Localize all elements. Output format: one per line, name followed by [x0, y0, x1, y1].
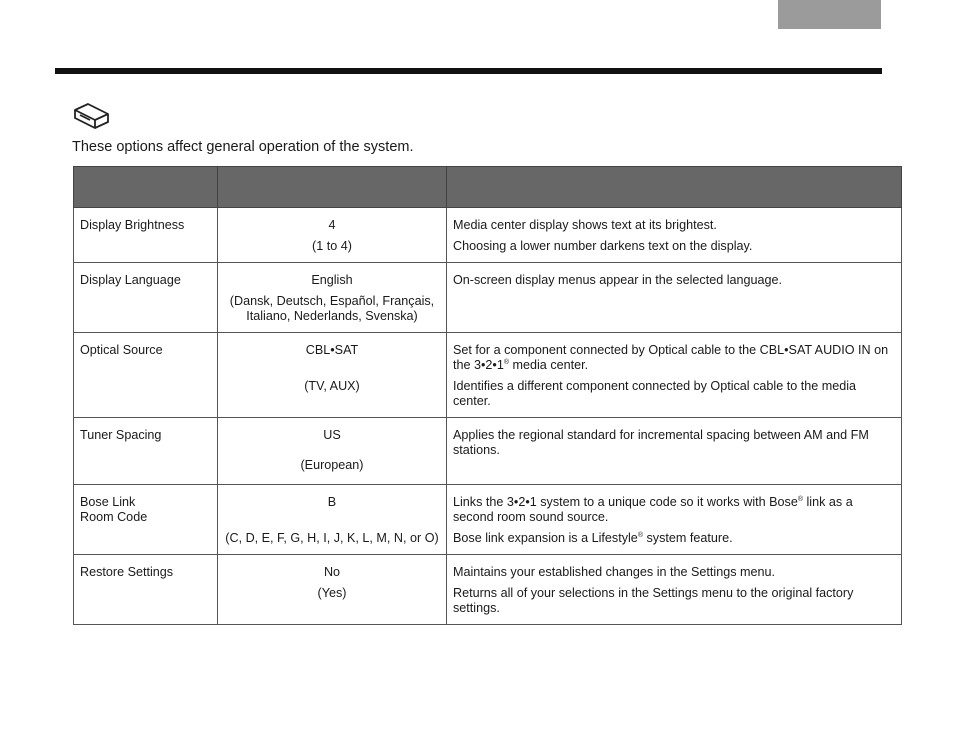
table-row	[74, 263, 902, 333]
table-row	[74, 418, 902, 485]
header-rule	[55, 68, 882, 74]
setting-name: Tuner Spacing	[74, 418, 218, 485]
table-row	[74, 555, 902, 625]
table-row	[74, 333, 902, 418]
setting-value: CBL•SAT (TV, AUX)	[218, 333, 447, 418]
setting-value: 4 (1 to 4)	[218, 208, 447, 263]
setting-name: Display Brightness	[74, 208, 218, 263]
setting-value: English (Dansk, Deutsch, Español, Français, Italiano, Nederlands, Svenska)	[218, 263, 447, 333]
setting-name: Display Language	[74, 263, 218, 333]
setting-description: Maintains your established changes in the Settings menu. Returns all of your selections in the Settings menu to the original factory settings.	[447, 555, 902, 625]
table-header-row	[74, 167, 902, 208]
setting-name: Optical Source	[74, 333, 218, 418]
note-icon	[72, 102, 112, 134]
setting-value: B (C, D, E, F, G, H, I, J, K, L, M, N, or O)	[218, 485, 447, 555]
intro-text: These options affect general operation of the system.	[72, 139, 414, 155]
setting-description: Media center display shows text at its brightest. Choosing a lower number darkens text on the display.	[447, 208, 902, 263]
setting-name: Restore Settings	[74, 555, 218, 625]
settings-table	[73, 166, 902, 625]
setting-value: US (European)	[218, 418, 447, 485]
setting-description: Set for a component connected by Optical cable to the CBL•SAT AUDIO IN on the 3•2•1® media center. Identifies a different component connected by Optical cable to the media center.	[447, 333, 902, 418]
page-tab	[778, 0, 881, 29]
table-row	[74, 208, 902, 263]
header-setting	[74, 167, 218, 208]
setting-description: Applies the regional standard for incremental spacing between AM and FM stations.	[447, 418, 902, 485]
header-description	[447, 167, 902, 208]
setting-description: Links the 3•2•1 system to a unique code so it works with Bose® link as a second room sound source. Bose link expansion is a Lifestyle® system feature.	[447, 485, 902, 555]
header-value	[218, 167, 447, 208]
setting-value: No (Yes)	[218, 555, 447, 625]
table-row	[74, 485, 902, 555]
setting-description: On-screen display menus appear in the selected language.	[447, 263, 902, 333]
setting-name: Bose Link Room Code	[74, 485, 218, 555]
